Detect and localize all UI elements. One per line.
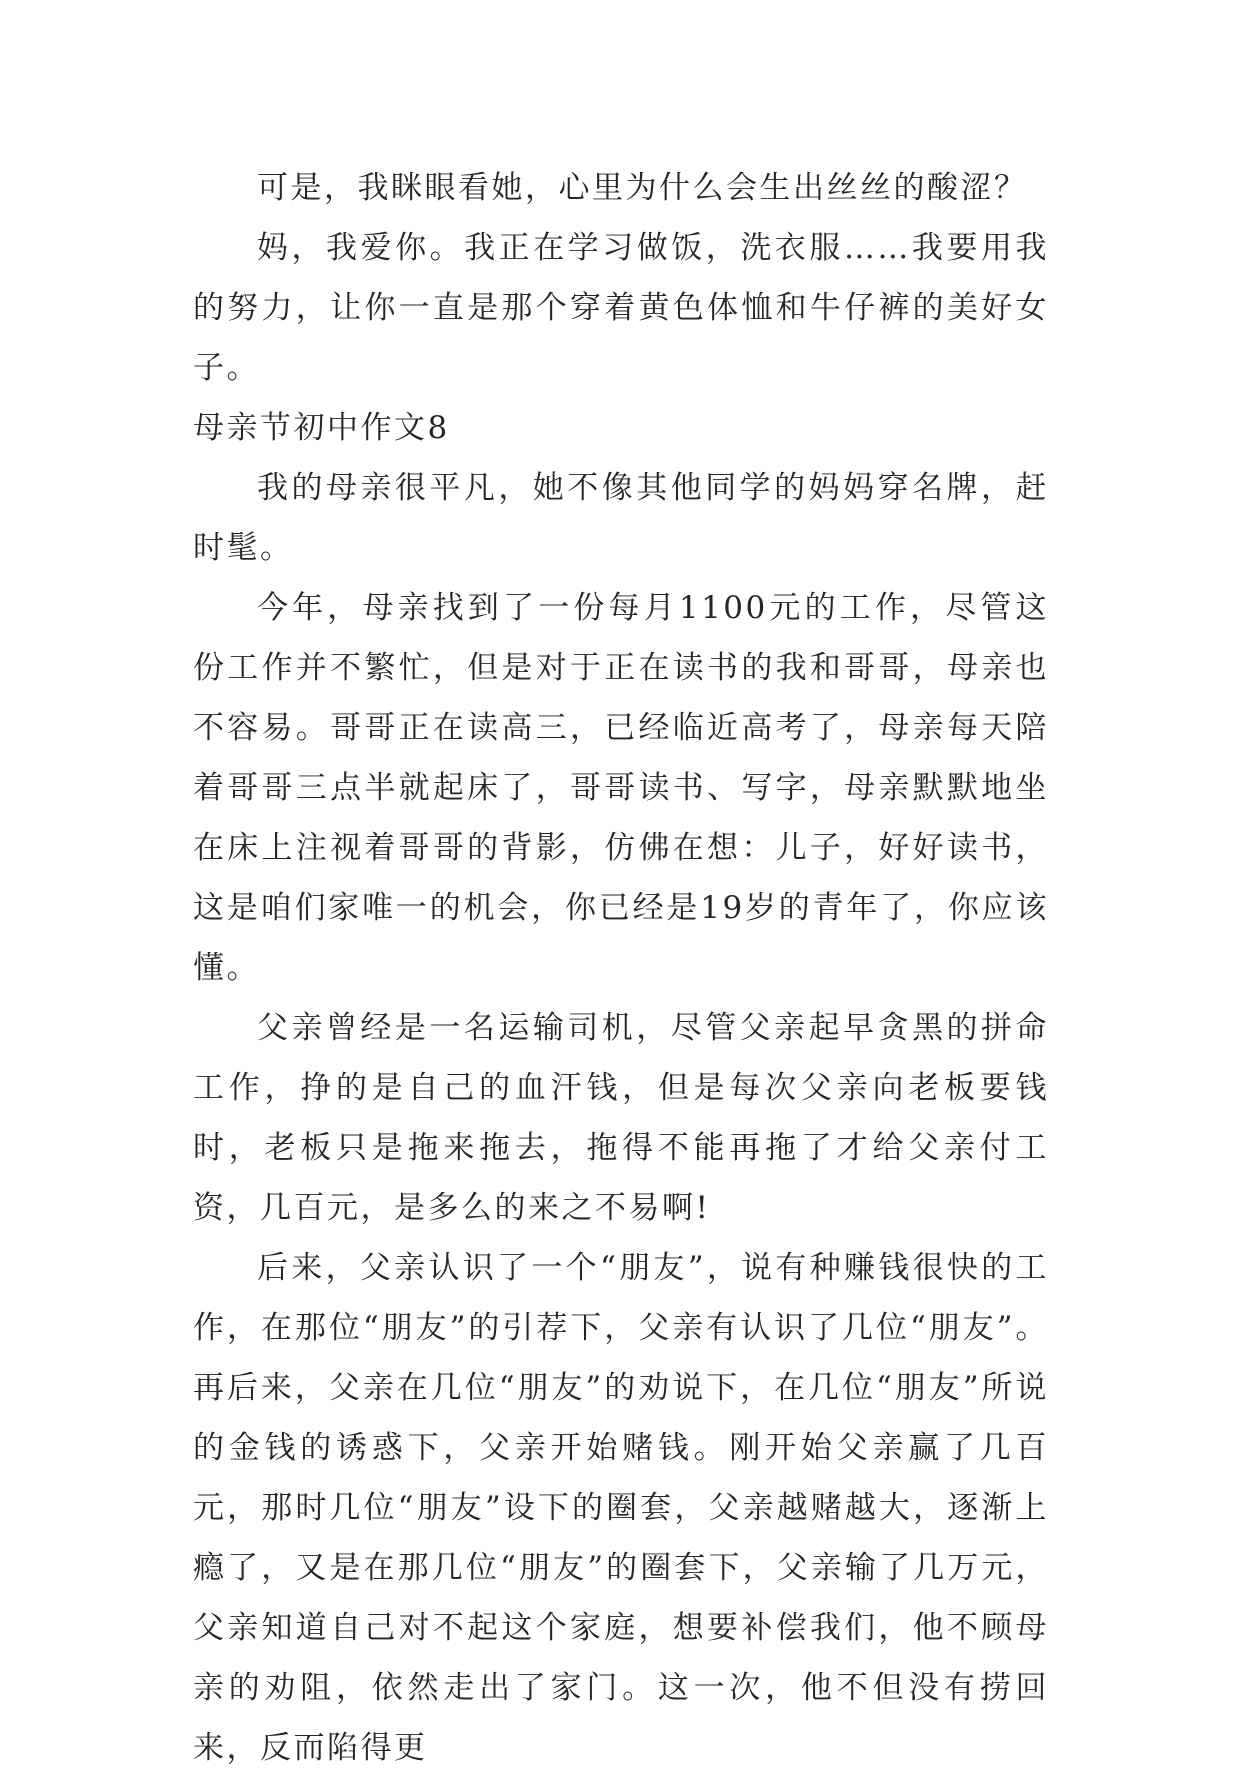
- paragraph: 可是，我眯眼看她，心里为什么会生出丝丝的酸涩？: [257, 170, 1028, 206]
- document-body: [193, 158, 1049, 1778]
- essay-heading: 母亲节初中作文8: [193, 410, 450, 446]
- paragraph: 后来，父亲认识了一个“朋友”，说有种赚钱很快的工作，在那位“朋友”的引荐下，父亲有认识了几位“朋友”。再后来，父亲在几位“朋友”的劝说下，在几位“朋友”所说的金钱的诱惑下，父亲开始赌钱。刚开始父亲赢了几百元，那时几位“朋友”设下的圈套，父亲越赌越大，逐渐上瘾了，又是在那几位“朋友”的圈套下，父亲输了几万元，父亲知道自己对不起这个家庭，想要补偿我们，他不顾母亲的劝阻，依然走出了家门。这一次，他不但没有捞回来，反而陷得更: [193, 1250, 1049, 1766]
- paragraph: 父亲曾经是一名运输司机，尽管父亲起早贪黑的拼命工作，挣的是自己的血汗钱，但是每次父亲向老板要钱时，老板只是拖来拖去，拖得不能再拖了才给父亲付工资，几百元，是多么的来之不易啊!: [193, 1010, 1049, 1226]
- paragraph: 我的母亲很平凡，她不像其他同学的妈妈穿名牌，赶时髦。: [193, 470, 1049, 566]
- paragraph: 妈，我爱你。我正在学习做饭，洗衣服……我要用我的努力，让你一直是那个穿着黄色体恤和牛仔裤的美好女子。: [193, 230, 1049, 386]
- paragraph: 今年，母亲找到了一份每月1100元的工作，尽管这份工作并不繁忙，但是对于正在读书的我和哥哥，母亲也不容易。哥哥正在读高三，已经临近高考了，母亲每天陪着哥哥三点半就起床了，哥哥读书、写字，母亲默默地坐在床上注视着哥哥的背影，仿佛在想：儿子，好好读书，这是咱们家唯一的机会，你已经是19岁的青年了，你应该懂。: [193, 590, 1049, 986]
